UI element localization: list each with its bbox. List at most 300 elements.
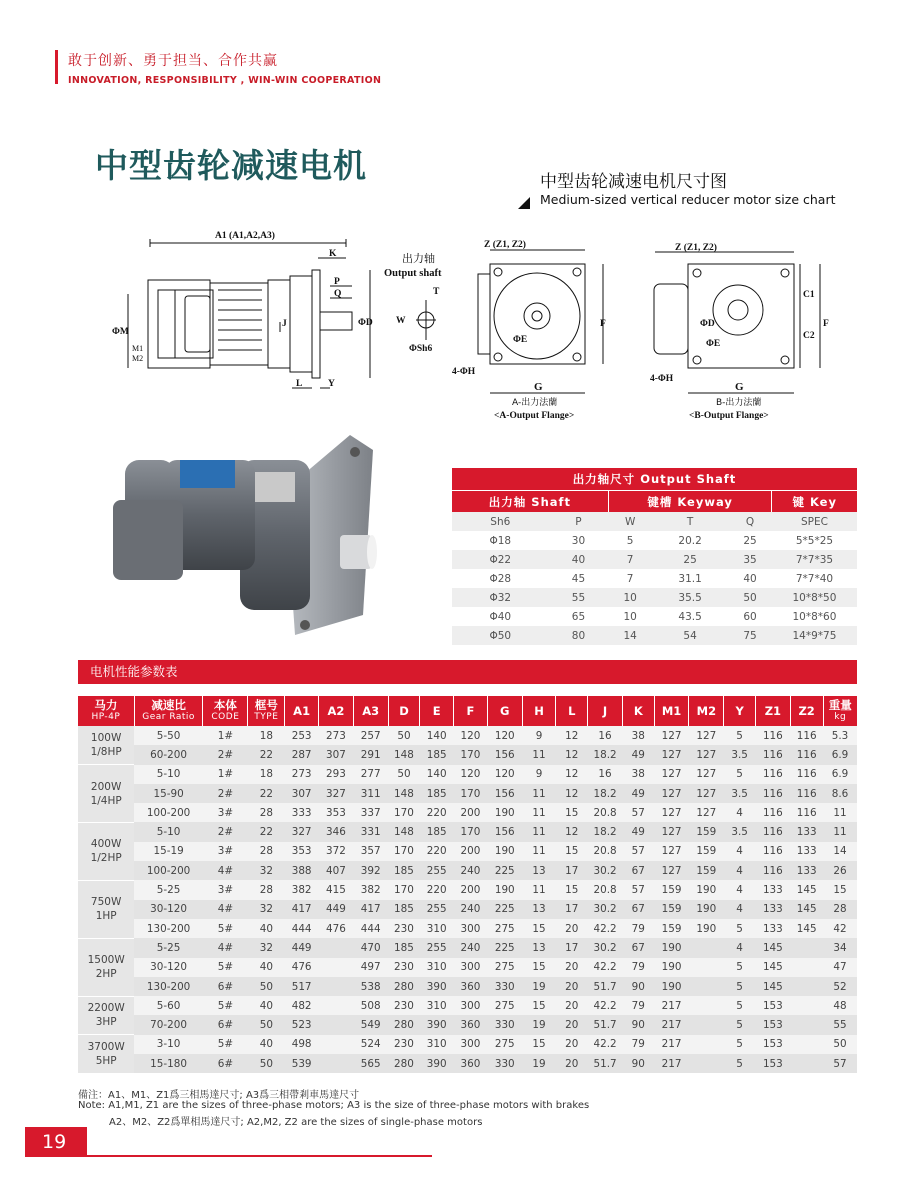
perf-cell: 5-10 <box>134 822 203 841</box>
perf-header-cell <box>522 696 556 726</box>
output-shaft-en: Output shaft <box>384 268 442 279</box>
perf-header-label: A3 <box>362 704 380 718</box>
shaft-cell: 40 <box>549 550 609 569</box>
size-chart-title-en: Medium-sized vertical reducer motor size chart <box>540 192 836 207</box>
flange-a-f-label: F <box>600 319 606 329</box>
perf-cell: 200 <box>454 803 488 822</box>
perf-cell: 5-25 <box>134 880 203 899</box>
perf-cell: 300 <box>454 919 488 938</box>
perf-cell: 133 <box>755 919 790 938</box>
dim-p-label: P <box>334 277 340 287</box>
perf-cell: 3# <box>203 842 248 861</box>
perf-table-row <box>78 977 857 996</box>
perf-cell: 407 <box>319 861 354 880</box>
perf-cell: 79 <box>622 996 654 1015</box>
perf-cell: 5 <box>724 1015 756 1034</box>
perf-cell: 5 <box>724 1054 756 1073</box>
perf-cell <box>689 977 724 996</box>
perf-cell: 273 <box>285 765 319 784</box>
shaft-table-title: 出力轴尺寸 Output Shaft <box>452 468 857 491</box>
perf-cell: 293 <box>319 765 354 784</box>
perf-header-label: D <box>399 704 409 718</box>
perf-cell: 360 <box>454 977 488 996</box>
perf-cell: 190 <box>689 900 724 919</box>
perf-header-label: E <box>432 704 441 718</box>
perf-cell: 388 <box>285 861 319 880</box>
perf-header-label: H <box>534 704 544 718</box>
perf-header-label: J <box>602 704 608 718</box>
perf-cell: 476 <box>319 919 354 938</box>
perf-cell: 220 <box>420 803 454 822</box>
perf-table-row <box>78 745 857 764</box>
shaft-cell: 10*8*50 <box>772 588 857 607</box>
perf-cell: 79 <box>622 1035 654 1054</box>
perf-cell: 390 <box>420 1015 454 1034</box>
output-shaft-table <box>452 468 857 645</box>
perf-cell: 12 <box>556 784 588 803</box>
perf-cell: 52 <box>823 977 857 996</box>
perf-cell: 156 <box>487 745 522 764</box>
perf-cell: 190 <box>689 919 724 938</box>
perf-cell: 30.2 <box>588 861 623 880</box>
perf-header-label: L <box>568 704 576 718</box>
page-title: 中型齿轮减速电机 <box>95 146 367 185</box>
note-line-3: A2、M2、Z2爲單相馬達尺寸; A2,M2, Z2 are the sizes of single-phase motors <box>109 1117 483 1128</box>
perf-cell: 240 <box>454 861 488 880</box>
perf-cell: 133 <box>790 822 823 841</box>
perf-header-cell <box>654 696 689 726</box>
perf-cell: 19 <box>522 977 556 996</box>
perf-cell: 372 <box>319 842 354 861</box>
shaft-table-row <box>452 550 857 569</box>
hp-value: 100W <box>90 732 122 745</box>
perf-cell: 28 <box>248 803 285 822</box>
perf-cell: 310 <box>420 958 454 977</box>
perf-table-row <box>78 958 857 977</box>
perf-cell: 307 <box>285 784 319 803</box>
hp-value: 2200W <box>87 1002 125 1015</box>
dim-m-label: ΦM <box>112 327 129 337</box>
shaft-cell: 80 <box>549 626 609 645</box>
hp-value: 1HP <box>95 910 117 923</box>
perf-cell: 17 <box>556 861 588 880</box>
perf-cell: 120 <box>487 765 522 784</box>
perf-cell: 280 <box>388 1015 420 1034</box>
perf-cell: 20 <box>556 1035 588 1054</box>
perf-cell: 67 <box>622 938 654 957</box>
perf-cell: 156 <box>487 822 522 841</box>
flange-b-e-label: ΦE <box>706 339 721 349</box>
perf-cell: 28 <box>823 900 857 919</box>
shaft-cell: 7 <box>608 569 652 588</box>
perf-cell <box>790 977 823 996</box>
perf-cell: 140 <box>420 726 454 745</box>
perf-cell: 156 <box>487 784 522 803</box>
perf-header-cell <box>353 696 388 726</box>
flange-a-title-en: <A-Output Flange> <box>494 411 575 421</box>
perf-cell: 130-200 <box>134 919 203 938</box>
perf-cell: 17 <box>556 938 588 957</box>
perf-cell: 13 <box>522 938 556 957</box>
perf-cell: 3.5 <box>724 784 756 803</box>
hp-value: 1/2HP <box>90 852 122 865</box>
flange-a-e-label: ΦE <box>513 335 528 345</box>
perf-cell: 133 <box>790 842 823 861</box>
perf-cell: 15 <box>823 880 857 899</box>
perf-cell: 15 <box>522 996 556 1015</box>
hp-value: 3700W <box>87 1041 125 1054</box>
perf-cell: 444 <box>353 919 388 938</box>
perf-table-row <box>78 1054 857 1073</box>
perf-header-cell <box>588 696 623 726</box>
perf-cell: 22 <box>248 745 285 764</box>
perf-cell: 20.8 <box>588 880 623 899</box>
perf-cell: 13 <box>522 861 556 880</box>
perf-cell: 240 <box>454 900 488 919</box>
perf-cell: 127 <box>654 861 689 880</box>
perf-cell: 12 <box>556 726 588 745</box>
perf-cell: 47 <box>823 958 857 977</box>
shaft-cell: 35 <box>728 550 772 569</box>
flange-a-h-label: 4-ΦH <box>452 367 476 377</box>
perf-cell: 392 <box>353 861 388 880</box>
perf-cell: 6# <box>203 1015 248 1034</box>
perf-cell: 116 <box>755 784 790 803</box>
shaft-cell: 20.2 <box>652 531 728 550</box>
perf-cell: 42.2 <box>588 1035 623 1054</box>
perf-cell: 22 <box>248 822 285 841</box>
shaft-cell: Φ40 <box>452 607 549 626</box>
shaft-section-drawing <box>416 300 436 340</box>
perf-header-cell <box>622 696 654 726</box>
perf-cell: 300 <box>454 1035 488 1054</box>
perf-cell: 3# <box>203 880 248 899</box>
perf-cell: 549 <box>353 1015 388 1034</box>
keyway-group-header: 键槽 Keyway <box>608 491 772 513</box>
perf-cell: 17 <box>556 900 588 919</box>
flange-b-title-cn: B-出力法蘭 <box>716 398 762 408</box>
perf-cell: 30.2 <box>588 938 623 957</box>
perf-cell: 16 <box>588 726 623 745</box>
perf-cell: 539 <box>285 1054 319 1073</box>
perf-cell: 508 <box>353 996 388 1015</box>
perf-cell: 310 <box>420 996 454 1015</box>
perf-cell: 51.7 <box>588 977 623 996</box>
flange-b-title-en: <B-Output Flange> <box>689 411 769 421</box>
perf-cell: 15 <box>556 880 588 899</box>
gear-motor-photo <box>105 430 385 645</box>
perf-cell: 100-200 <box>134 861 203 880</box>
perf-cell: 116 <box>790 803 823 822</box>
perf-cell: 148 <box>388 784 420 803</box>
perf-cell: 190 <box>487 880 522 899</box>
perf-cell: 15 <box>556 803 588 822</box>
perf-cell: 11 <box>522 842 556 861</box>
perf-cell: 11 <box>522 880 556 899</box>
perf-cell: 5 <box>724 996 756 1015</box>
perf-cell: 3# <box>203 803 248 822</box>
perf-cell: 38 <box>622 726 654 745</box>
perf-cell: 415 <box>319 880 354 899</box>
perf-cell: 4 <box>724 900 756 919</box>
perf-cell: 330 <box>487 1015 522 1034</box>
perf-cell: 11 <box>522 784 556 803</box>
perf-cell: 19 <box>522 1015 556 1034</box>
dim-sh6-label: ΦSh6 <box>409 344 433 354</box>
perf-cell: 277 <box>353 765 388 784</box>
perf-cell: 253 <box>285 726 319 745</box>
perf-cell: 417 <box>285 900 319 919</box>
shaft-cell: 40 <box>728 569 772 588</box>
perf-cell: 127 <box>654 842 689 861</box>
perf-cell: 357 <box>353 842 388 861</box>
perf-cell: 30-120 <box>134 900 203 919</box>
perf-cell: 40 <box>248 996 285 1015</box>
perf-cell: 6.9 <box>823 765 857 784</box>
perf-cell: 15-19 <box>134 842 203 861</box>
perf-cell: 5.3 <box>823 726 857 745</box>
flange-b-f-label: F <box>823 319 829 329</box>
flange-a-title-cn: A-出力法蘭 <box>512 398 558 408</box>
perf-header-cell <box>556 696 588 726</box>
perf-cell: 15-180 <box>134 1054 203 1073</box>
perf-cell: 353 <box>319 803 354 822</box>
perf-table-row <box>78 900 857 919</box>
hp-value: 1/4HP <box>90 794 122 807</box>
perf-cell: 127 <box>654 765 689 784</box>
perf-cell: 8.6 <box>823 784 857 803</box>
shaft-cell: 10 <box>608 607 652 626</box>
perf-cell: 300 <box>454 996 488 1015</box>
perf-cell: 49 <box>622 745 654 764</box>
perf-cell: 360 <box>454 1054 488 1073</box>
perf-cell: 360 <box>454 1015 488 1034</box>
perf-table-row <box>78 842 857 861</box>
perf-cell <box>689 938 724 957</box>
perf-cell: 275 <box>487 919 522 938</box>
perf-cell: 190 <box>689 880 724 899</box>
hp-cell <box>78 822 134 880</box>
perf-cell: 1# <box>203 765 248 784</box>
perf-cell: 220 <box>420 842 454 861</box>
perf-cell: 476 <box>285 958 319 977</box>
perf-header-cell <box>724 696 756 726</box>
perf-cell: 16 <box>588 765 623 784</box>
shaft-table-row <box>452 607 857 626</box>
perf-cell: 130-200 <box>134 977 203 996</box>
perf-cell: 153 <box>755 1054 790 1073</box>
perf-cell: 4# <box>203 938 248 957</box>
shaft-cell: Φ18 <box>452 531 549 550</box>
flange-a-z-label: Z (Z1, Z2) <box>484 240 526 250</box>
perf-header-cell <box>203 696 248 726</box>
perf-cell: 449 <box>285 938 319 957</box>
hp-cell <box>78 880 134 938</box>
perf-cell: 185 <box>420 745 454 764</box>
perf-cell: 18 <box>248 765 285 784</box>
perf-table-row <box>78 1035 857 1054</box>
perf-cell: 217 <box>654 1015 689 1034</box>
perf-cell <box>790 1015 823 1034</box>
perf-cell: 217 <box>654 1035 689 1054</box>
perf-cell: 9 <box>522 726 556 745</box>
perf-cell: 333 <box>285 803 319 822</box>
perf-header-label: F <box>466 704 475 718</box>
perf-cell: 90 <box>622 1015 654 1034</box>
perf-cell: 11 <box>823 822 857 841</box>
perf-cell: 5 <box>724 919 756 938</box>
perf-cell: 170 <box>454 822 488 841</box>
perf-cell: 4# <box>203 900 248 919</box>
perf-cell: 15 <box>522 958 556 977</box>
perf-cell: 15-90 <box>134 784 203 803</box>
shaft-cell: SPEC <box>772 512 857 531</box>
hp-value: 750W <box>90 896 122 909</box>
perf-cell: 170 <box>454 745 488 764</box>
perf-header-label: 重量 <box>828 698 852 712</box>
perf-cell: 159 <box>654 880 689 899</box>
size-chart-title-cn: 中型齿轮减速电机尺寸图 <box>540 172 727 192</box>
perf-cell: 116 <box>755 861 790 880</box>
perf-cell: 185 <box>388 861 420 880</box>
perf-cell: 57 <box>622 842 654 861</box>
perf-table-row <box>78 919 857 938</box>
perf-cell: 5-25 <box>134 938 203 957</box>
shaft-table-column-row <box>452 512 857 531</box>
perf-cell: 185 <box>420 822 454 841</box>
perf-table-row <box>78 784 857 803</box>
shaft-cell: 7*7*40 <box>772 569 857 588</box>
perf-cell <box>790 958 823 977</box>
shaft-cell: 14*9*75 <box>772 626 857 645</box>
shaft-cell: 25 <box>652 550 728 569</box>
perf-cell: 148 <box>388 745 420 764</box>
perf-cell: 5 <box>724 958 756 977</box>
flange-b-z-label: Z (Z1, Z2) <box>675 243 717 253</box>
perf-cell: 116 <box>790 745 823 764</box>
perf-header-sublabel: kg <box>834 712 847 722</box>
side-view-drawing <box>128 239 370 388</box>
output-shaft-cn: 出力轴 <box>402 252 435 265</box>
perf-cell: 482 <box>285 996 319 1015</box>
perf-cell: 50 <box>388 765 420 784</box>
perf-cell: 6# <box>203 977 248 996</box>
perf-cell: 287 <box>285 745 319 764</box>
perf-cell: 116 <box>790 784 823 803</box>
perf-cell: 382 <box>353 880 388 899</box>
perf-cell: 470 <box>353 938 388 957</box>
shaft-cell: 43.5 <box>652 607 728 626</box>
perf-cell: 538 <box>353 977 388 996</box>
perf-header-label: M1 <box>661 704 682 718</box>
perf-cell: 12 <box>556 822 588 841</box>
shaft-cell: 5 <box>608 531 652 550</box>
hp-value: 2HP <box>95 968 117 981</box>
flange-b-h-label: 4-ΦH <box>650 374 674 384</box>
perf-header-label: 减速比 <box>151 698 186 712</box>
perf-cell: 307 <box>319 745 354 764</box>
perf-cell: 449 <box>319 900 354 919</box>
perf-header-cell <box>689 696 724 726</box>
perf-cell: 217 <box>654 996 689 1015</box>
shaft-cell: Q <box>728 512 772 531</box>
perf-cell: 190 <box>487 803 522 822</box>
perf-cell: 185 <box>388 900 420 919</box>
performance-table <box>78 696 857 1074</box>
perf-cell: 127 <box>654 803 689 822</box>
perf-table-row <box>78 726 857 745</box>
perf-cell: 133 <box>755 900 790 919</box>
shaft-cell: 7*7*35 <box>772 550 857 569</box>
perf-cell: 311 <box>353 784 388 803</box>
perf-cell: 200 <box>454 880 488 899</box>
perf-cell: 3-10 <box>134 1035 203 1054</box>
perf-cell: 38 <box>622 765 654 784</box>
perf-cell: 127 <box>689 765 724 784</box>
hp-value: 200W <box>90 780 122 793</box>
perf-cell: 116 <box>755 745 790 764</box>
perf-cell: 9 <box>522 765 556 784</box>
perf-cell: 310 <box>420 919 454 938</box>
perf-cell: 30-120 <box>134 958 203 977</box>
perf-cell: 523 <box>285 1015 319 1034</box>
perf-cell: 6.9 <box>823 745 857 764</box>
perf-cell: 67 <box>622 900 654 919</box>
perf-cell: 291 <box>353 745 388 764</box>
perf-header-label: 本体 <box>213 698 237 712</box>
perf-cell: 20 <box>556 996 588 1015</box>
perf-table-row <box>78 996 857 1015</box>
perf-cell: 15 <box>522 919 556 938</box>
perf-cell: 5-10 <box>134 765 203 784</box>
perf-cell <box>319 996 354 1015</box>
perf-table-row <box>78 1015 857 1034</box>
perf-cell: 145 <box>790 900 823 919</box>
perf-cell <box>689 1035 724 1054</box>
perf-cell: 153 <box>755 1035 790 1054</box>
perf-table-row <box>78 803 857 822</box>
perf-cell: 12 <box>556 745 588 764</box>
shaft-cell: 75 <box>728 626 772 645</box>
perf-cell: 50 <box>248 1054 285 1073</box>
perf-cell: 18.2 <box>588 784 623 803</box>
shaft-cell: 50 <box>728 588 772 607</box>
perf-cell: 4 <box>724 861 756 880</box>
hp-cell <box>78 726 134 765</box>
perf-cell: 2# <box>203 784 248 803</box>
perf-cell: 5 <box>724 1035 756 1054</box>
perf-cell: 280 <box>388 977 420 996</box>
perf-cell: 28 <box>248 880 285 899</box>
perf-cell: 257 <box>353 726 388 745</box>
perf-cell: 190 <box>654 958 689 977</box>
perf-cell: 159 <box>654 919 689 938</box>
perf-cell: 3.5 <box>724 745 756 764</box>
perf-cell: 57 <box>622 803 654 822</box>
perf-cell: 79 <box>622 919 654 938</box>
perf-cell: 11 <box>522 803 556 822</box>
perf-cell: 90 <box>622 977 654 996</box>
perf-cell <box>790 1054 823 1073</box>
perf-cell: 100-200 <box>134 803 203 822</box>
perf-cell: 230 <box>388 958 420 977</box>
perf-cell: 67 <box>622 861 654 880</box>
perf-cell: 230 <box>388 919 420 938</box>
perf-cell: 50 <box>823 1035 857 1054</box>
perf-cell: 230 <box>388 1035 420 1054</box>
perf-cell: 255 <box>420 861 454 880</box>
perf-cell: 18.2 <box>588 822 623 841</box>
